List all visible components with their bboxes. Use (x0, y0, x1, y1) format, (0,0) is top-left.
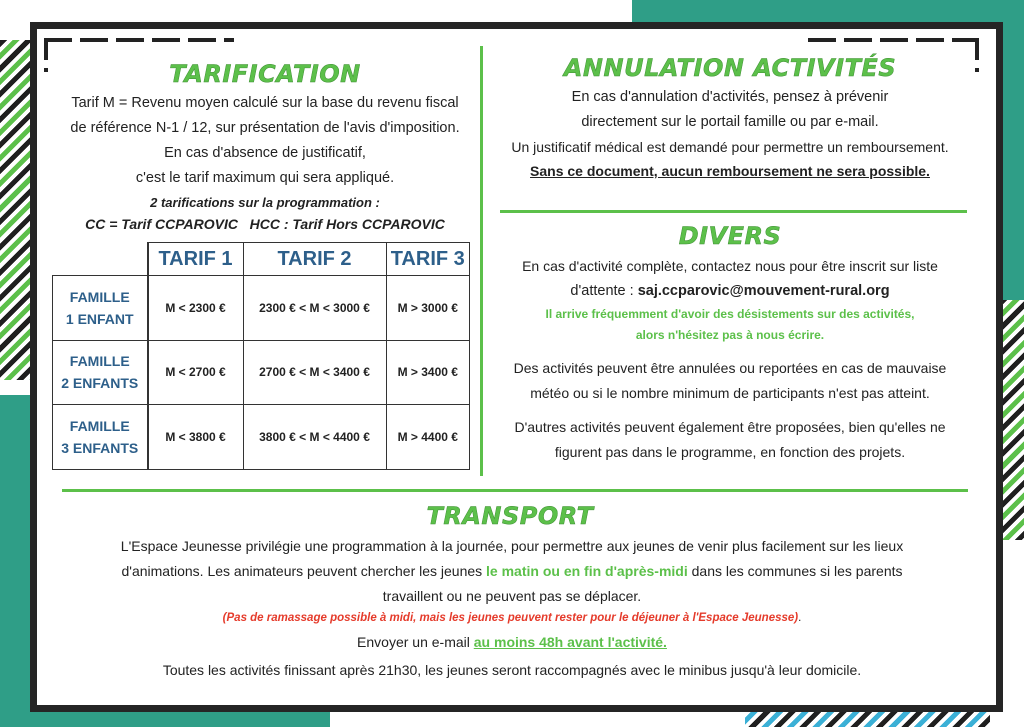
annulation-line-3: Un justificatif médical est demandé pour permettre un remboursement. (511, 139, 949, 155)
family-cell (53, 340, 148, 405)
tarif-cell: M < 3800 € (148, 405, 244, 470)
section-divider-bottom (62, 489, 968, 492)
column-divider (480, 46, 483, 476)
tarif-cell: M > 3000 € (386, 276, 470, 341)
tarification-title: TARIFICATION (169, 60, 361, 88)
tarif-table-header-row (53, 243, 470, 276)
divers-line-7: D'autres activités peuvent également être proposées, bien qu'elles ne (514, 419, 946, 435)
divers-green-line-2: alors n'hésitez pas à nous écrire. (635, 328, 825, 342)
annulation-line-2: directement sur le portail famille ou par e-mail. (581, 114, 879, 130)
divers-line-1: En cas d'activité complète, contactez nous pour être inscrit sur liste (522, 258, 938, 274)
family-label: FAMILLE (69, 418, 130, 435)
transport-email-prompt: Envoyer un e-mail (357, 634, 474, 650)
tarif-cell: M < 2700 € (148, 340, 244, 405)
dashed-corner-right-vertical (975, 38, 979, 72)
tarif-cell: M > 3400 € (386, 340, 470, 405)
tarification-line-4: c'est le tarif maximum qui sera appliqué. (135, 170, 395, 186)
transport-line-2 (48, 563, 976, 579)
family-label: FAMILLE (69, 288, 130, 305)
table-row (53, 340, 470, 405)
table-row (53, 276, 470, 341)
decorative-stripes-left (0, 40, 30, 380)
children-label: 2 ENFANTS (61, 375, 139, 392)
tarif-cell: 2300 € < M < 3000 € (243, 276, 386, 341)
divers-line-6: météo ou si le nombre minimum de participants n'est pas atteint. (530, 385, 930, 401)
children-label: 3 ENFANTS (61, 440, 139, 457)
section-divider-right (500, 210, 967, 213)
annulation-line-1: En cas d'annulation d'activités, pensez à prévenir (571, 89, 889, 105)
dashed-corner-left-vertical (44, 38, 48, 72)
tarification-bold-line-1: 2 tarifications sur la programmation : (150, 195, 380, 210)
tarif-table (52, 242, 470, 470)
transport-red-note (48, 612, 976, 624)
family-label: FAMILLE (69, 353, 130, 370)
tarification-bold-line-2: CC = Tarif CCPAROVIC HCC : Tarif Hors CCPAROVIC (85, 216, 445, 232)
tarif-cell: 2700 € < M < 3400 € (243, 340, 386, 405)
transport-deadline-highlight: au moins 48h avant l'activité. (473, 634, 667, 650)
transport-line-5 (48, 634, 976, 650)
divers-title: DIVERS (678, 222, 782, 250)
divers-line-5: Des activités peuvent être annulées ou reportées en cas de mauvaise (513, 360, 947, 376)
decorative-stripes-right (1000, 300, 1024, 540)
children-label: 1 ENFANT (65, 310, 134, 327)
tarif-cell: 3800 € < M < 4400 € (243, 405, 386, 470)
contact-email-link[interactable]: saj.ccparovic@mouvement-rural.org (637, 283, 890, 299)
transport-highlight-times: le matin ou en fin d'après-midi (486, 563, 688, 579)
transport-line-1: L'Espace Jeunesse privilégie une programmation à la journée, pour permettre aux jeunes de venir plus facilement sur les lieux (120, 538, 904, 554)
tarification-line-3: En cas d'absence de justificatif, (164, 145, 366, 161)
divers-waitlist-label: d'attente : (570, 283, 638, 299)
family-cell (53, 405, 148, 470)
table-row (53, 405, 470, 470)
tarif-cell: M > 4400 € (386, 405, 470, 470)
divers-line-8: figurent pas dans le programme, en fonction des projets. (554, 444, 906, 460)
tarification-line-2: de référence N-1 / 12, sur présentation de l'avis d'imposition. (70, 120, 460, 136)
tarification-line-1: Tarif M = Revenu moyen calculé sur la base du revenu fiscal (71, 95, 459, 111)
transport-line-6: Toutes les activités finissant après 21h30, les jeunes seront raccompagnés avec le minibus jusqu'à leur domicile. (162, 662, 862, 678)
divers-green-line-1: Il arrive fréquemment d'avoir des désistements sur des activités, (545, 307, 915, 321)
dashed-corner-top-left (44, 38, 234, 42)
tarif-header-3: TARIF 3 (386, 243, 470, 276)
tarif-header-2: TARIF 2 (243, 243, 386, 276)
transport-line-2-start: d'animations. Les animateurs peuvent chercher les jeunes (121, 563, 487, 579)
transport-line-3: travaillent ou ne peuvent pas se déplacer. (382, 588, 642, 604)
transport-red-note-dot: . (798, 612, 802, 624)
tarif-table-corner (53, 243, 148, 276)
annulation-title: ANNULATION ACTIVITÉS (563, 54, 897, 82)
annulation-warning: Sans ce document, aucun remboursement ne sera possible. (530, 163, 930, 179)
transport-title: TRANSPORT (426, 502, 594, 530)
tarif-cell: M < 2300 € (148, 276, 244, 341)
family-cell (53, 276, 148, 341)
transport-line-2-end: dans les communes si les parents (687, 563, 903, 579)
dashed-corner-top-right (808, 38, 978, 42)
transport-red-note-text: (Pas de ramassage possible à midi, mais les jeunes peuvent rester pour le déjeuner à l'Espace Jeunesse) (222, 612, 799, 624)
tarif-header-1: TARIF 1 (148, 243, 244, 276)
divers-line-2 (486, 283, 974, 299)
